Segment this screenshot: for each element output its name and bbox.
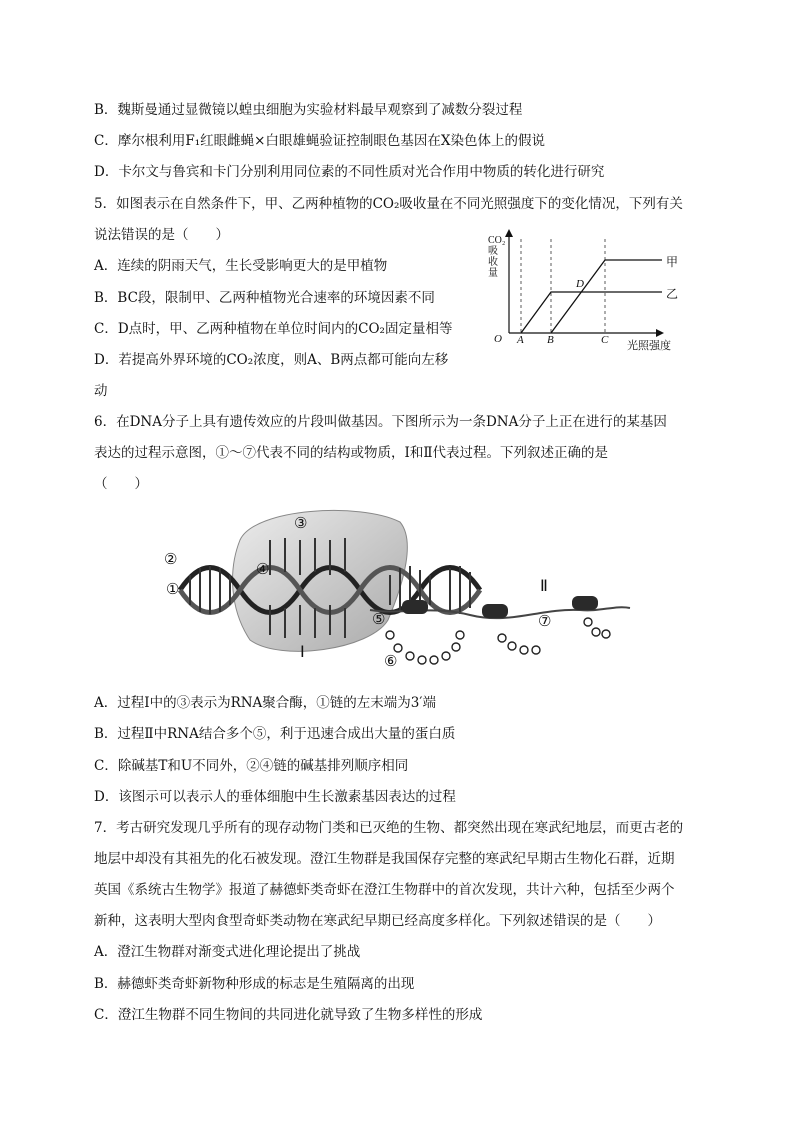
q6-option-a: A．过程Ⅰ中的③表示为RNA聚合酶，①链的左末端为3′端 bbox=[94, 695, 436, 711]
x-axis-arrow bbox=[656, 329, 664, 337]
q6-stem-line-2: 表达的过程示意图，①～⑦代表不同的结构或物质，Ⅰ和Ⅱ代表过程。下列叙述正确的是 bbox=[94, 445, 609, 461]
q5-co2-light-graph bbox=[484, 225, 694, 360]
q5-option-a: A．连续的阴雨天气，生长受影响更大的是甲植物 bbox=[94, 258, 388, 274]
rna-polymerase-blob bbox=[233, 510, 408, 651]
point-b-label: B bbox=[547, 334, 554, 346]
y-axis-arrow bbox=[505, 229, 513, 237]
q7-option-b: B．赫德虾类奇虾新物种形成的标志是生殖隔离的出现 bbox=[94, 976, 415, 992]
label-2: ② bbox=[164, 552, 178, 568]
label-6: ⑥ bbox=[384, 654, 398, 670]
series-jia-label: 甲 bbox=[666, 255, 679, 269]
process-2-label: Ⅱ bbox=[540, 578, 548, 595]
q6-stem-line-3: （ ） bbox=[94, 476, 148, 492]
q7-stem-line-1: 7．考古研究发现几乎所有的现存动物门类和已灭绝的生物、都突然出现在寒武纪地层，而更古老的 bbox=[94, 820, 684, 836]
q4-option-c: C．摩尔根利用F₁红眼雌蝇×白眼雄蝇验证控制眼色基因在X染色体上的假说 bbox=[94, 133, 546, 149]
x-axis-label: 光照强度 bbox=[627, 340, 671, 352]
q5-option-d-cont: 动 bbox=[94, 383, 108, 399]
origin-label: O bbox=[494, 333, 502, 345]
q7-option-c: C．澄江生物群不同生物间的共同进化就导致了生物多样性的形成 bbox=[94, 1007, 483, 1023]
q7-stem-line-2: 地层中却没有其祖先的化石被发现。澄江生物群是我国保存完整的寒武纪早期古生物化石群，近期 bbox=[94, 851, 675, 867]
label-7: ⑦ bbox=[538, 614, 552, 630]
point-a-label: A bbox=[517, 334, 524, 346]
q6-option-d: D．该图示可以表示人的垂体细胞中生长激素基因表达的过程 bbox=[94, 789, 456, 805]
polypeptides bbox=[386, 618, 610, 664]
y-axis-label: CO₂吸收量 bbox=[488, 235, 506, 279]
curve-jia bbox=[551, 260, 662, 333]
label-5: ⑤ bbox=[372, 612, 386, 628]
q7-stem-line-4: 新种，这表明大型肉食型奇虾类动物在寒武纪早期已经高度多样化。下列叙述错误的是（ ） bbox=[94, 913, 661, 929]
q5-option-b: B．BC段，限制甲、乙两种植物光合速率的环境因素不同 bbox=[94, 290, 435, 306]
q5-stem-line-2: 说法错误的是（ ） bbox=[94, 227, 229, 243]
curve-yi bbox=[521, 292, 662, 333]
q5-option-c: C．D点时，甲、乙两种植物在单位时间内的CO₂固定量相等 bbox=[94, 321, 453, 337]
point-d-label: D bbox=[576, 278, 584, 290]
label-1: ① bbox=[166, 582, 180, 598]
q7-option-a: A．澄江生物群对渐变式进化理论提出了挑战 bbox=[94, 944, 361, 960]
q6-diagram-svg bbox=[160, 500, 640, 680]
q4-option-d: D．卡尔文与鲁宾和卡门分别利用同位素的不同性质对光合作用中物质的转化进行研究 bbox=[94, 164, 605, 180]
q6-option-c: C．除碱基T和U不同外，②④链的碱基排列顺序相同 bbox=[94, 758, 409, 774]
q6-gene-expression-diagram bbox=[160, 500, 640, 680]
q5-stem-line-1: 5．如图表示在自然条件下，甲、乙两种植物的CO₂吸收量在不同光照强度下的变化情况，下列有关 bbox=[94, 196, 683, 212]
q5-option-d: D．若提高外界环境的CO₂浓度，则A、B两点都可能向左移 bbox=[94, 352, 449, 368]
process-1-label: Ⅰ bbox=[300, 644, 305, 661]
point-c-label: C bbox=[601, 334, 609, 346]
q4-option-b: B．魏斯曼通过显微镜以蝗虫细胞为实验材料最早观察到了减数分裂过程 bbox=[94, 102, 523, 118]
series-yi-label: 乙 bbox=[666, 287, 679, 301]
label-3: ③ bbox=[294, 516, 308, 532]
label-4: ④ bbox=[256, 562, 270, 578]
q6-option-b: B．过程Ⅱ中RNA结合多个⑤，利于迅速合成出大量的蛋白质 bbox=[94, 726, 456, 742]
q7-stem-line-3: 英国《系统古生物学》报道了赫德虾类奇虾在澄江生物群中的首次发现，共计六种，包括至少两个 bbox=[94, 882, 675, 898]
q6-stem-line-1: 6．在DNA分子上具有遗传效应的片段叫做基因。下图所示为一条DNA分子上正在进行的某基因 bbox=[94, 414, 667, 430]
